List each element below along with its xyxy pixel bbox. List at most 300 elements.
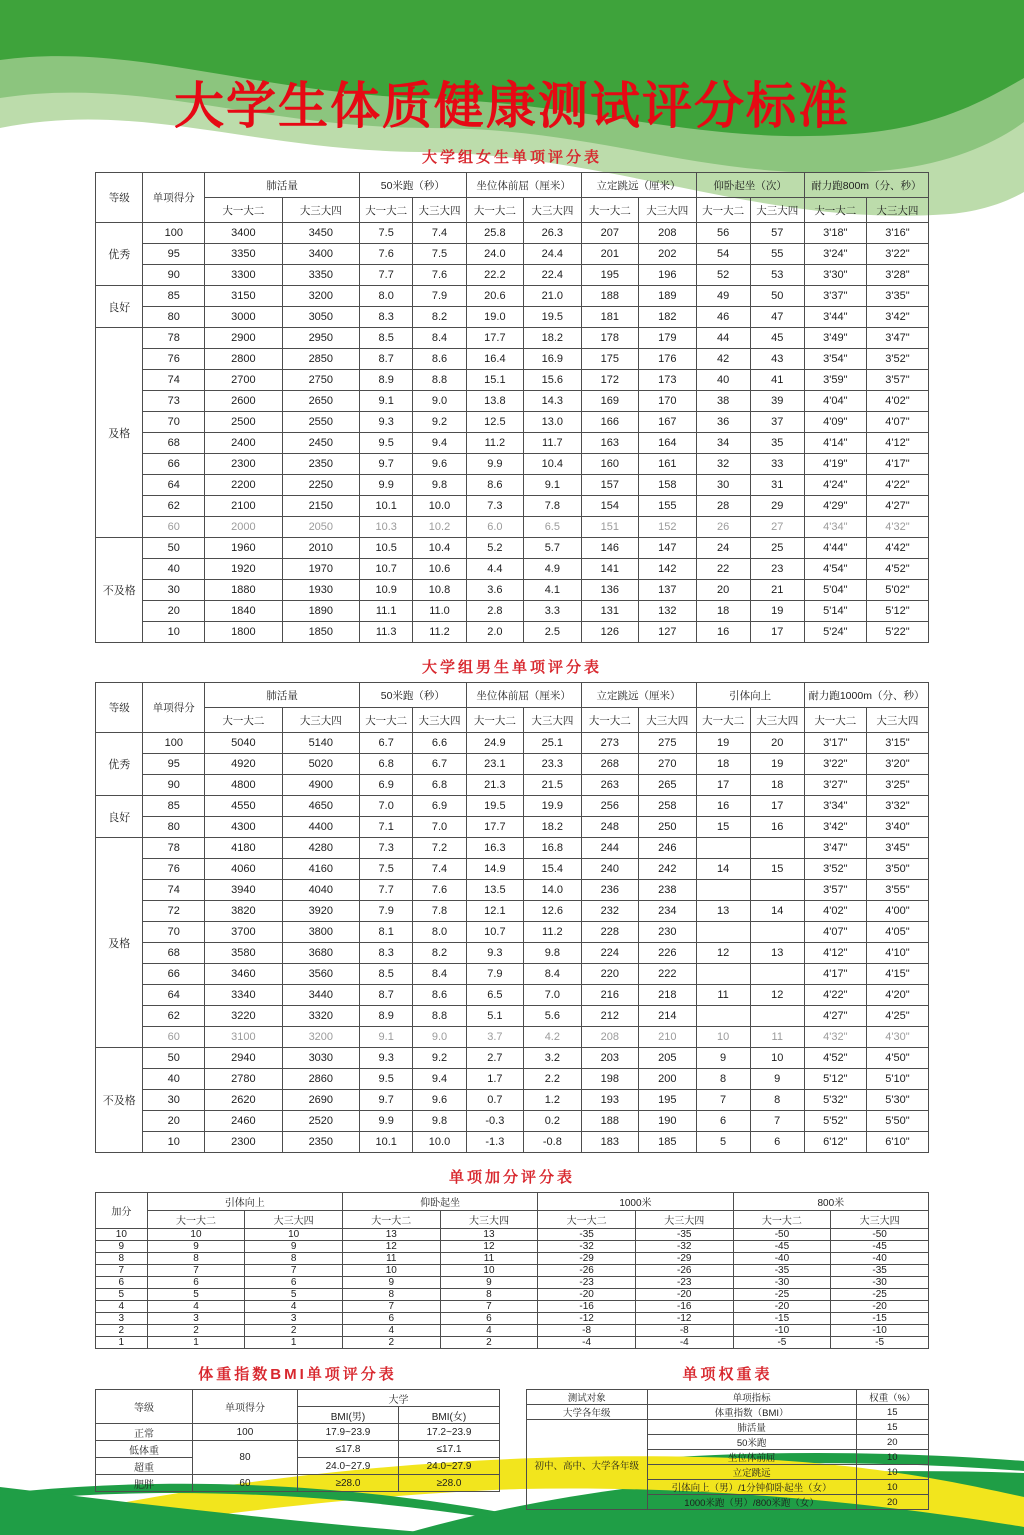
table-cell: 15 bbox=[856, 1405, 928, 1420]
column-header: 大三大四 bbox=[282, 198, 359, 223]
table-cell: 202 bbox=[639, 244, 696, 265]
table-cell: 2 bbox=[96, 1325, 148, 1337]
table-cell: 181 bbox=[581, 307, 638, 328]
table-cell: 7.1 bbox=[360, 817, 413, 838]
table-cell: 9.4 bbox=[413, 1069, 466, 1090]
table-cell: 9.7 bbox=[360, 454, 413, 475]
table-cell: 2010 bbox=[282, 538, 359, 559]
table-cell: 8.4 bbox=[413, 328, 466, 349]
table-cell: 205 bbox=[639, 1048, 696, 1069]
table-cell: 6.7 bbox=[360, 733, 413, 754]
table-cell: 45 bbox=[750, 328, 804, 349]
table-cell: 3'37" bbox=[804, 286, 866, 307]
table-cell: 1840 bbox=[205, 601, 282, 622]
table-cell: 9 bbox=[750, 1069, 804, 1090]
table-cell: 155 bbox=[639, 496, 696, 517]
bonus-row bbox=[96, 1277, 929, 1289]
table-cell: 9.8 bbox=[413, 1111, 466, 1132]
score-row bbox=[96, 754, 929, 775]
table-cell: 4'19" bbox=[804, 454, 866, 475]
tables-area bbox=[95, 146, 929, 1510]
table-cell: 90 bbox=[143, 265, 205, 286]
table-cell: 17.2~23.9 bbox=[398, 1424, 499, 1441]
table-cell: 4'17" bbox=[866, 454, 928, 475]
table-cell: 7.9 bbox=[360, 901, 413, 922]
table-cell: 5.6 bbox=[524, 1006, 581, 1027]
table-cell: 14.9 bbox=[466, 859, 523, 880]
table-cell: 230 bbox=[639, 922, 696, 943]
table-cell: 2850 bbox=[282, 349, 359, 370]
table-cell: 2 bbox=[342, 1337, 440, 1349]
table-cell: 3'47" bbox=[866, 328, 928, 349]
table-cell: 70 bbox=[143, 922, 205, 943]
score-row bbox=[96, 922, 929, 943]
table-cell: 11.7 bbox=[524, 433, 581, 454]
table-cell: 3.7 bbox=[466, 1027, 523, 1048]
table-cell bbox=[696, 880, 750, 901]
table-cell: 10.7 bbox=[360, 559, 413, 580]
table-cell: 164 bbox=[639, 433, 696, 454]
table-cell: 10 bbox=[96, 1229, 148, 1241]
table-cell: 160 bbox=[581, 454, 638, 475]
table-cell: 20 bbox=[696, 580, 750, 601]
column-header: 50米跑（秒） bbox=[360, 173, 467, 198]
table-cell: 4300 bbox=[205, 817, 282, 838]
table-cell: 9.9 bbox=[466, 454, 523, 475]
table-cell: 9.1 bbox=[360, 1027, 413, 1048]
table-cell: 4'22" bbox=[804, 985, 866, 1006]
column-header: 等级 bbox=[96, 173, 143, 223]
table-cell: 6'10" bbox=[866, 1132, 928, 1153]
table-cell: 11 bbox=[696, 985, 750, 1006]
table-cell: 3'59" bbox=[804, 370, 866, 391]
table-cell: 2860 bbox=[282, 1069, 359, 1090]
table-cell: 11 bbox=[342, 1253, 440, 1265]
table-cell: -4 bbox=[635, 1337, 733, 1349]
table-cell: 95 bbox=[143, 754, 205, 775]
score-row bbox=[96, 1090, 929, 1111]
column-header: 大三大四 bbox=[831, 1211, 929, 1229]
table-cell: 4'14" bbox=[804, 433, 866, 454]
table-cell: 7 bbox=[147, 1265, 245, 1277]
table-cell: 16 bbox=[696, 796, 750, 817]
table-cell: 3460 bbox=[205, 964, 282, 985]
table-cell: 23 bbox=[750, 559, 804, 580]
table-cell: 2200 bbox=[205, 475, 282, 496]
table-cell: 8.5 bbox=[360, 328, 413, 349]
table-cell: 3820 bbox=[205, 901, 282, 922]
table-cell: 47 bbox=[750, 307, 804, 328]
score-row bbox=[96, 1132, 929, 1153]
table-cell: -23 bbox=[635, 1277, 733, 1289]
table-cell: 5'30" bbox=[866, 1090, 928, 1111]
table-cell: 4'07" bbox=[866, 412, 928, 433]
column-header: BMI(男) bbox=[297, 1407, 398, 1424]
table-cell: 12 bbox=[342, 1241, 440, 1253]
table-cell: 7.2 bbox=[413, 838, 466, 859]
table-cell: 3'30" bbox=[804, 265, 866, 286]
table-cell: 9 bbox=[342, 1277, 440, 1289]
table-cell: 7.6 bbox=[413, 880, 466, 901]
table-cell: 14.3 bbox=[524, 391, 581, 412]
table-cell: 2300 bbox=[205, 1132, 282, 1153]
table-cell: 256 bbox=[581, 796, 638, 817]
table-cell: 35 bbox=[750, 433, 804, 454]
table-cell: 2050 bbox=[282, 517, 359, 538]
table-cell: 3'54" bbox=[804, 349, 866, 370]
table-cell: -35 bbox=[538, 1229, 636, 1241]
column-header: 大三大四 bbox=[750, 708, 804, 733]
table-cell: 6'12" bbox=[804, 1132, 866, 1153]
table-cell: 10.4 bbox=[524, 454, 581, 475]
table-cell: 24.0~27.9 bbox=[297, 1458, 398, 1475]
column-header: 耐力跑1000m（分、秒） bbox=[804, 683, 928, 708]
table-cell: 163 bbox=[581, 433, 638, 454]
table-cell: 4'27" bbox=[866, 496, 928, 517]
table-cell: 2460 bbox=[205, 1111, 282, 1132]
table-cell: 10.2 bbox=[413, 517, 466, 538]
table-cell: -50 bbox=[733, 1229, 831, 1241]
table-cell: 12.5 bbox=[466, 412, 523, 433]
table-cell: 55 bbox=[750, 244, 804, 265]
table-cell: 2 bbox=[147, 1325, 245, 1337]
table-cell: 12 bbox=[750, 985, 804, 1006]
table-cell: 214 bbox=[639, 1006, 696, 1027]
table-cell: 80 bbox=[143, 307, 205, 328]
table-cell: 68 bbox=[143, 943, 205, 964]
table-cell: 10.9 bbox=[360, 580, 413, 601]
table-cell: 2690 bbox=[282, 1090, 359, 1111]
table-cell: 8.0 bbox=[360, 286, 413, 307]
table-cell: 2.7 bbox=[466, 1048, 523, 1069]
table-cell: 161 bbox=[639, 454, 696, 475]
table-cell: 21.3 bbox=[466, 775, 523, 796]
bmi-table-title: 体重指数BMI单项评分表 bbox=[198, 1366, 397, 1383]
column-header: 大三大四 bbox=[440, 1211, 538, 1229]
table-cell: -26 bbox=[635, 1265, 733, 1277]
table-cell: 6 bbox=[96, 1277, 148, 1289]
table-cell: 3'47" bbox=[804, 838, 866, 859]
table-cell: 9.3 bbox=[360, 412, 413, 433]
table-cell: 17.9~23.9 bbox=[297, 1424, 398, 1441]
table-cell: 1970 bbox=[282, 559, 359, 580]
bmi-row bbox=[96, 1475, 500, 1492]
table-cell: 18 bbox=[696, 754, 750, 775]
table-cell: 173 bbox=[639, 370, 696, 391]
column-header: 大三大四 bbox=[866, 198, 928, 223]
table-cell: 29 bbox=[750, 496, 804, 517]
table-cell: 13.8 bbox=[466, 391, 523, 412]
table-cell: 57 bbox=[750, 223, 804, 244]
table-cell: 2100 bbox=[205, 496, 282, 517]
table-cell: 9 bbox=[245, 1241, 343, 1253]
table-cell: 3400 bbox=[282, 244, 359, 265]
table-cell: 236 bbox=[581, 880, 638, 901]
table-cell: 4180 bbox=[205, 838, 282, 859]
table-cell: 14 bbox=[696, 859, 750, 880]
table-cell: -32 bbox=[635, 1241, 733, 1253]
table-cell: -29 bbox=[635, 1253, 733, 1265]
table-cell: -20 bbox=[733, 1301, 831, 1313]
column-header: 大三大四 bbox=[639, 198, 696, 223]
score-row bbox=[96, 838, 929, 859]
table-cell: 154 bbox=[581, 496, 638, 517]
table-cell: 8.5 bbox=[360, 964, 413, 985]
table-cell: 20 bbox=[143, 1111, 205, 1132]
column-header: 大一大二 bbox=[581, 198, 638, 223]
table-cell: 17 bbox=[750, 796, 804, 817]
table-cell: 9.1 bbox=[360, 391, 413, 412]
table-cell: 258 bbox=[639, 796, 696, 817]
table-cell: 195 bbox=[581, 265, 638, 286]
column-header: 大一大二 bbox=[804, 708, 866, 733]
table-cell: ≤17.1 bbox=[398, 1441, 499, 1458]
table-cell: -40 bbox=[831, 1253, 929, 1265]
table-cell: 7 bbox=[750, 1111, 804, 1132]
table-cell: 3'57" bbox=[866, 370, 928, 391]
grade-cell: 肥胖 bbox=[96, 1475, 193, 1492]
table-cell: 5'12" bbox=[804, 1069, 866, 1090]
table-cell: ≤17.8 bbox=[297, 1441, 398, 1458]
bonus-table-title: 单项加分评分表 bbox=[448, 1169, 575, 1186]
table-cell: 17.7 bbox=[466, 328, 523, 349]
table-cell: 76 bbox=[143, 349, 205, 370]
table-cell: 3920 bbox=[282, 901, 359, 922]
table-cell: 3940 bbox=[205, 880, 282, 901]
table-cell: 11 bbox=[440, 1253, 538, 1265]
table-cell: 12.6 bbox=[524, 901, 581, 922]
table-cell: 4800 bbox=[205, 775, 282, 796]
table-cell: 62 bbox=[143, 496, 205, 517]
score-row bbox=[96, 733, 929, 754]
table-cell: 16.9 bbox=[524, 349, 581, 370]
male-table-title: 大学组男生单项评分表 bbox=[421, 659, 602, 676]
table-cell: 9.8 bbox=[524, 943, 581, 964]
table-cell: 24 bbox=[696, 538, 750, 559]
table-cell: 11.1 bbox=[360, 601, 413, 622]
table-cell: ≥28.0 bbox=[297, 1475, 398, 1492]
table-cell: 3'42" bbox=[866, 307, 928, 328]
table-cell: 13.0 bbox=[524, 412, 581, 433]
table-cell: 4 bbox=[342, 1325, 440, 1337]
table-cell: 250 bbox=[639, 817, 696, 838]
table-cell: 146 bbox=[581, 538, 638, 559]
table-cell: 216 bbox=[581, 985, 638, 1006]
table-cell: 3'34" bbox=[804, 796, 866, 817]
score-row bbox=[96, 496, 929, 517]
table-cell: 31 bbox=[750, 475, 804, 496]
table-cell: 9.7 bbox=[360, 1090, 413, 1111]
bonus-row bbox=[96, 1313, 929, 1325]
table-cell: 8.3 bbox=[360, 943, 413, 964]
table-cell: 4 bbox=[245, 1301, 343, 1313]
table-cell: 1 bbox=[147, 1337, 245, 1349]
column-header: 大一大二 bbox=[581, 708, 638, 733]
bonus-score-table bbox=[95, 1192, 929, 1349]
column-header: 大三大四 bbox=[639, 708, 696, 733]
score-row bbox=[96, 775, 929, 796]
table-cell: 43 bbox=[750, 349, 804, 370]
table-cell: 172 bbox=[581, 370, 638, 391]
table-cell: 3'17" bbox=[804, 733, 866, 754]
table-cell bbox=[750, 922, 804, 943]
bonus-row bbox=[96, 1241, 929, 1253]
table-cell: 16 bbox=[696, 622, 750, 643]
table-cell: 6.8 bbox=[360, 754, 413, 775]
table-cell: 9 bbox=[696, 1048, 750, 1069]
table-cell: 8.8 bbox=[413, 370, 466, 391]
table-cell: 1000米跑（男）/800米跑（女） bbox=[647, 1495, 856, 1510]
table-cell: 66 bbox=[143, 964, 205, 985]
table-cell: -16 bbox=[538, 1301, 636, 1313]
table-cell: 5'04" bbox=[804, 580, 866, 601]
table-cell: 6.0 bbox=[466, 517, 523, 538]
table-cell: 2520 bbox=[282, 1111, 359, 1132]
table-cell: 72 bbox=[143, 901, 205, 922]
table-cell bbox=[696, 964, 750, 985]
table-cell: 7.0 bbox=[524, 985, 581, 1006]
table-cell: 6.5 bbox=[524, 517, 581, 538]
table-cell: -1.3 bbox=[466, 1132, 523, 1153]
table-cell: 8 bbox=[750, 1090, 804, 1111]
table-cell: -45 bbox=[733, 1241, 831, 1253]
column-header: 权重（%） bbox=[856, 1390, 928, 1405]
table-cell: 22.2 bbox=[466, 265, 523, 286]
table-cell: 9.8 bbox=[413, 475, 466, 496]
table-cell: 132 bbox=[639, 601, 696, 622]
table-cell: 3'49" bbox=[804, 328, 866, 349]
table-cell: 142 bbox=[639, 559, 696, 580]
table-cell: 13 bbox=[440, 1229, 538, 1241]
table-cell: 85 bbox=[143, 286, 205, 307]
table-cell: 10.3 bbox=[360, 517, 413, 538]
column-header: BMI(女) bbox=[398, 1407, 499, 1424]
table-cell: 14 bbox=[750, 901, 804, 922]
table-cell: 3'27" bbox=[804, 775, 866, 796]
table-cell: 0.2 bbox=[524, 1111, 581, 1132]
table-cell: 9.9 bbox=[360, 1111, 413, 1132]
table-cell: 4'30" bbox=[866, 1027, 928, 1048]
table-cell: -5 bbox=[831, 1337, 929, 1349]
grade-cell: 不及格 bbox=[96, 1048, 143, 1153]
table-cell: 4.9 bbox=[524, 559, 581, 580]
column-header: 大一大二 bbox=[360, 708, 413, 733]
table-cell: 3'52" bbox=[866, 349, 928, 370]
table-cell: 10.8 bbox=[413, 580, 466, 601]
table-cell: 4'12" bbox=[804, 943, 866, 964]
table-cell: 20 bbox=[856, 1435, 928, 1450]
score-row bbox=[96, 964, 929, 985]
table-cell: 17 bbox=[696, 775, 750, 796]
score-row bbox=[96, 538, 929, 559]
table-cell: 3 bbox=[96, 1313, 148, 1325]
table-cell: 27 bbox=[750, 517, 804, 538]
score-row bbox=[96, 517, 929, 538]
column-header: 引体向上 bbox=[147, 1193, 342, 1211]
table-cell: 10 bbox=[147, 1229, 245, 1241]
table-cell: 25.1 bbox=[524, 733, 581, 754]
table-cell: 2450 bbox=[282, 433, 359, 454]
table-cell: 20 bbox=[143, 601, 205, 622]
table-cell: 5'22" bbox=[866, 622, 928, 643]
table-cell: 5'02" bbox=[866, 580, 928, 601]
bonus-row bbox=[96, 1301, 929, 1313]
table-cell: 5'14" bbox=[804, 601, 866, 622]
table-cell: 3800 bbox=[282, 922, 359, 943]
table-cell: 32 bbox=[696, 454, 750, 475]
table-cell: 15 bbox=[750, 859, 804, 880]
table-cell: 1.2 bbox=[524, 1090, 581, 1111]
table-cell: 4920 bbox=[205, 754, 282, 775]
table-cell: 9 bbox=[147, 1241, 245, 1253]
table-cell: 188 bbox=[581, 1111, 638, 1132]
table-cell: 2250 bbox=[282, 475, 359, 496]
table-cell: 40 bbox=[696, 370, 750, 391]
table-cell: 15 bbox=[696, 817, 750, 838]
table-cell: 1.7 bbox=[466, 1069, 523, 1090]
column-header: 大三大四 bbox=[750, 198, 804, 223]
table-cell: 76 bbox=[143, 859, 205, 880]
score-row bbox=[96, 328, 929, 349]
table-cell: 248 bbox=[581, 817, 638, 838]
table-cell: 7.9 bbox=[466, 964, 523, 985]
table-cell: -32 bbox=[538, 1241, 636, 1253]
column-header: 大三大四 bbox=[282, 708, 359, 733]
column-header: 800米 bbox=[733, 1193, 928, 1211]
column-header: 大一大二 bbox=[538, 1211, 636, 1229]
table-cell: 9.6 bbox=[413, 454, 466, 475]
table-cell: 7.3 bbox=[360, 838, 413, 859]
table-cell: 4'09" bbox=[804, 412, 866, 433]
table-cell: 8.4 bbox=[413, 964, 466, 985]
table-cell: 147 bbox=[639, 538, 696, 559]
table-cell: 7 bbox=[696, 1090, 750, 1111]
table-cell: 66 bbox=[143, 454, 205, 475]
table-cell: 74 bbox=[143, 370, 205, 391]
table-cell: 10 bbox=[143, 1132, 205, 1153]
score-row bbox=[96, 391, 929, 412]
table-cell: 19.5 bbox=[524, 307, 581, 328]
table-cell: 3'22" bbox=[866, 244, 928, 265]
table-cell: 3680 bbox=[282, 943, 359, 964]
table-cell: -26 bbox=[538, 1265, 636, 1277]
table-cell: -20 bbox=[831, 1301, 929, 1313]
page-title: 大学生体质健康测试评分标准 bbox=[174, 78, 850, 134]
table-cell: 15.1 bbox=[466, 370, 523, 391]
table-cell: 10.1 bbox=[360, 1132, 413, 1153]
table-cell: 7.5 bbox=[413, 244, 466, 265]
table-cell: 5.1 bbox=[466, 1006, 523, 1027]
subject-cell: 大学各年级 bbox=[527, 1405, 648, 1420]
column-header: 大一大二 bbox=[147, 1211, 245, 1229]
table-cell: 1930 bbox=[282, 580, 359, 601]
table-cell: 9.3 bbox=[360, 1048, 413, 1069]
table-cell: -29 bbox=[538, 1253, 636, 1265]
table-cell: 5.7 bbox=[524, 538, 581, 559]
table-cell: 15 bbox=[856, 1420, 928, 1435]
score-row bbox=[96, 880, 929, 901]
table-cell: 9.6 bbox=[413, 1090, 466, 1111]
table-cell: 10.0 bbox=[413, 496, 466, 517]
table-cell: 18 bbox=[696, 601, 750, 622]
table-cell bbox=[696, 1006, 750, 1027]
table-cell bbox=[750, 880, 804, 901]
table-cell: 1920 bbox=[205, 559, 282, 580]
table-cell: 21.5 bbox=[524, 775, 581, 796]
grade-cell: 低体重 bbox=[96, 1441, 193, 1458]
table-cell: 4160 bbox=[282, 859, 359, 880]
column-header: 大三大四 bbox=[413, 708, 466, 733]
